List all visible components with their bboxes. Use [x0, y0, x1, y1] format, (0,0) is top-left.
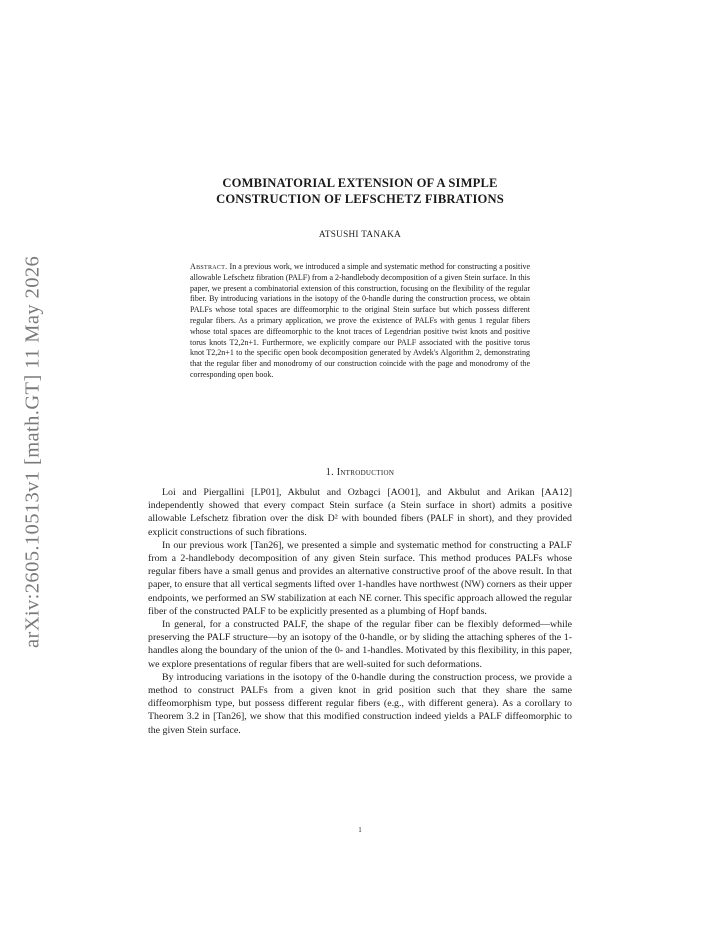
abstract-text: In a previous work, we introduced a simple and systematic method for constructing a positive allowable Lefschetz fibration (PALF) from a 2-handlebody decomposition of a given Stein surface. In this paper, we present a combinatorial extension of this construction, focusing on the flexibility of the regular fiber. By introducing variations in the isotopy of the 0-handle during the construction process, we obtain PALFs whose total spaces are diffeomorphic to the original Stein surface but which possess different regular fibers. As a primary application, we prove the existence of PALFs with genus 1 regular fibers whose total spaces are diffeomorphic to the knot traces of Legendrian positive twist knots and positive torus knots T2,2n+1. Furthermore, we explicitly compare our PALF associated with the positive torus knot T2,2n+1 to the specific open book decomposition generated by Avdek's Algorithm 2, demonstrating that the regular fiber and monodromy of our construction coincide with the page and monodromy of the corresponding open book.: [190, 262, 531, 379]
title-line-2: CONSTRUCTION OF LEFSCHETZ FIBRATIONS: [216, 192, 504, 206]
abstract: [190, 262, 530, 381]
introduction-body: [148, 486, 572, 737]
paragraph: In general, for a constructed PALF, the shape of the regular fiber can be flexibly deformed—while preserving the PALF structure—by an isotopy of the 0-handle, or by sliding the attaching spheres of the 1-handles along the boundary of the union of the 0- and 1-handles. Motivated by this flexibility, in this paper, we explore presentations of regular fibers that are well-suited for such deformations.: [148, 619, 572, 670]
paragraph: By introducing variations in the isotopy of the 0-handle during the construction process, we provide a method to construct PALFs from a given knot in grid position such that they share the same diffeomorphism type, but possess different regular fibers (e.g., with different genera). As a corollary to Theorem 3.2 in [Tan26], we show that this modified construction indeed yields a PALF diffeomorphic to the given Stein surface.: [148, 671, 572, 736]
arxiv-identifier-stamp: arXiv:2605.10513v1 [math.GT] 11 May 2026: [21, 255, 44, 649]
section-heading-introduction: 1. Introduction: [325, 467, 395, 478]
paper-title: [150, 175, 570, 207]
author-name: ATSUSHI TANAKA: [318, 229, 402, 239]
page-number: 1: [358, 826, 362, 834]
abstract-label: Abstract.: [190, 262, 228, 271]
paragraph: In our previous work [Tan26], we presented a simple and systematic method for constructing a PALF from a 2-handlebody decomposition of any given Stein surface. This method produces PALFs whose regular fibers have a small genus and provides an alternative constructive proof of the above result. In that paper, to ensure that all vertical segments lifted over 1-handles have northwest (NW) corners as their upper endpoints, we performed an SW stabilization at each NE corner. This specific approach allowed the regular fiber of the constructed PALF to be explicitly presented as a plumbing of Hopf bands.: [148, 539, 572, 617]
paragraph: Loi and Piergallini [LP01], Akbulut and Ozbagci [AO01], and Akbulut and Arikan [AA12] independently showed that every compact Stein surface (a Stein surface in short) admits a positive allowable Lefschetz fibration over the disk D² with bounded fibers (PALF in short), and they provided explicit constructions of such fibrations.: [148, 487, 572, 538]
title-line-1: COMBINATORIAL EXTENSION OF A SIMPLE: [222, 176, 498, 190]
